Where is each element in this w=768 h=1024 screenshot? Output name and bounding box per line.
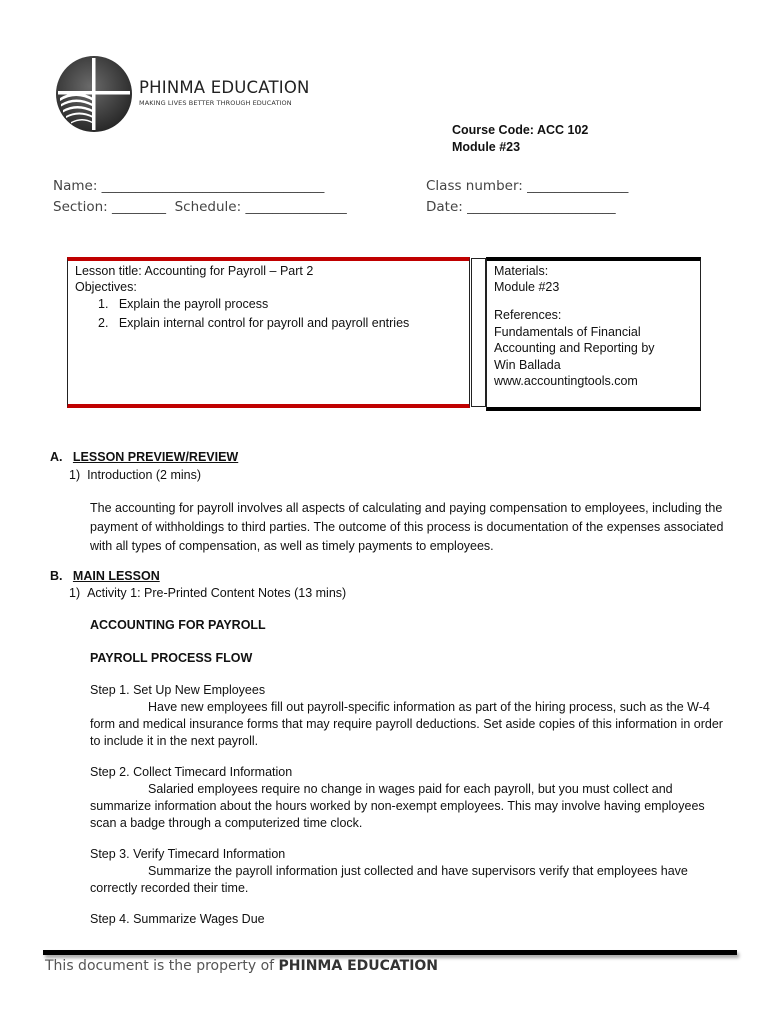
references-label: References:: [494, 308, 562, 322]
section-a-item: 1) Introduction (2 mins): [69, 468, 202, 482]
step-text: Have new employees fill out payroll-specific information as part of the hiring process, such as the W-4 form and medical insurance forms that may require payroll deductions. Set aside copies of this information in order to include it in the next payroll.: [90, 700, 723, 748]
section-b-heading: B. MAIN LESSON: [50, 569, 160, 583]
reference-line: Fundamentals of Financial: [494, 325, 641, 339]
objective-item: 1. Explain the payroll process: [98, 297, 269, 311]
section-a-paragraph: The accounting for payroll involves all aspects of calculating and paying compensation to employees, including the payment of withholdings to third parties. The outcome of this process is documentation of the expenses associated with all types of compensation, as well as timely payments to employees.: [90, 501, 724, 553]
step-block: [90, 911, 730, 928]
lesson-title: Lesson title: Accounting for Payroll – Part 2: [75, 264, 314, 278]
name-field: Name: _________________________________: [53, 178, 325, 194]
accounting-payroll-heading: ACCOUNTING FOR PAYROLL: [90, 618, 266, 632]
step-title: Step 2. Collect Timecard Information: [90, 765, 293, 779]
date-field: Date: ______________________: [426, 199, 616, 215]
footer-divider: [43, 950, 737, 955]
org-name: PHINMA EDUCATION: [139, 78, 310, 97]
step-text: Summarize the payroll information just collected and have supervisors verify that employees have correctly recorded their time.: [90, 864, 688, 895]
objective-item: 2. Explain internal control for payroll and payroll entries: [98, 316, 410, 330]
step-block: [90, 764, 730, 832]
step-block: [90, 682, 730, 750]
reference-line: Win Ballada: [494, 358, 561, 372]
section-b-item: 1) Activity 1: Pre-Printed Content Notes (13 mins): [69, 586, 347, 600]
step-title: Step 3. Verify Timecard Information: [90, 847, 286, 861]
step-title: Step 1. Set Up New Employees: [90, 683, 266, 697]
phinma-logo-icon: [54, 54, 134, 134]
course-code: Course Code: ACC 102: [452, 123, 589, 137]
class-number-field: Class number: _______________: [426, 178, 629, 194]
section-a-heading: A. LESSON PREVIEW/REVIEW: [50, 450, 239, 464]
footer: This document is the property of PHINMA EDUCATION: [45, 958, 439, 974]
lesson-box-divider: [471, 258, 486, 407]
module-number: Module #23: [452, 140, 521, 154]
reference-link: www.accountingtools.com: [494, 374, 638, 388]
step-block: [90, 846, 730, 897]
course-info: [452, 122, 588, 156]
materials-value: Module #23: [494, 280, 560, 294]
payroll-flow-heading: PAYROLL PROCESS FLOW: [90, 651, 253, 665]
reference-line: Accounting and Reporting by: [494, 341, 655, 355]
step-text: Salaried employees require no change in wages paid for each payroll, but you must collect and summarize information about the hours worked by non-exempt employees. This may involve having employees scan a badge through a computerized time clock.: [90, 782, 705, 830]
materials-label: Materials:: [494, 264, 549, 278]
step-title: Step 4. Summarize Wages Due: [90, 912, 265, 926]
section-schedule-field: Section: ________ Schedule: _______________: [53, 199, 347, 215]
objectives-label: Objectives:: [75, 280, 137, 294]
org-tagline: MAKING LIVES BETTER THROUGH EDUCATION: [139, 99, 292, 107]
